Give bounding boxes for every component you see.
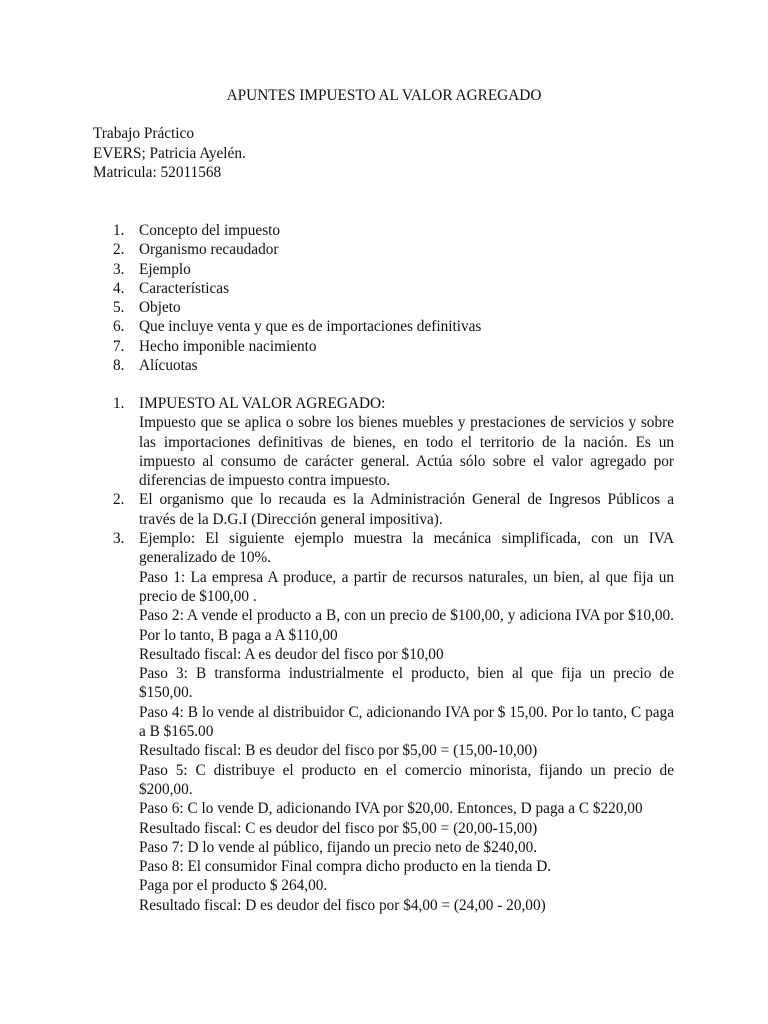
section-number: 1. [113, 395, 125, 412]
example-step: Paga por el producto $ 264,00. [139, 877, 328, 895]
section-number: 3. [113, 530, 125, 548]
toc-item [93, 317, 481, 336]
toc-number: 1. [113, 222, 125, 239]
section-body: El organismo que lo recauda es la Administración General de Ingresos Públicos a través de la D.G.I (Dirección general impositiva). [139, 491, 674, 528]
section-concept [93, 394, 674, 490]
toc-text: Ejemplo [139, 260, 191, 278]
example-step: Paso 6: C lo vende D, adicionando IVA por $20,00. Entonces, D paga a C $220,00 [139, 800, 643, 818]
toc-text: Características [139, 279, 230, 297]
section-number: 2. [113, 491, 125, 509]
section-body: Impuesto que se aplica o sobre los bienes muebles y prestaciones de servicios y sobre las importaciones definitivas de bienes, en todo el territorio de la nación. Es un impuesto al consumo de carácter general. Actúa sólo sobre el valor agregado por diferencias de impuesto contra impuesto. [139, 414, 674, 490]
section-example [93, 529, 674, 915]
table-of-contents [93, 221, 481, 375]
example-step: Paso 8: El consumidor Final compra dicho producto en la tienda D. [139, 858, 552, 876]
example-result: Resultado fiscal: D es deudor del fisco por $4,00 = (24,00 - 20,00) [139, 896, 546, 914]
toc-number: 5. [113, 299, 125, 317]
document-title: APUNTES IMPUESTO AL VALOR AGREGADO [226, 87, 542, 104]
toc-number: 4. [113, 279, 125, 297]
example-result: Resultado fiscal: C es deudor del fisco por $5,00 = (20,00-15,00) [139, 819, 538, 837]
example-result: Resultado fiscal: A es deudor del fisco por $10,00 [139, 645, 444, 663]
example-step: Paso 3: B transforma industrialmente el producto, bien al que fija un precio de $150,00. [139, 665, 674, 702]
toc-text: Objeto [139, 299, 181, 317]
toc-text: Que incluye venta y que es de importaciones definitivas [139, 318, 482, 336]
example-intro: Ejemplo: El siguiente ejemplo muestra la mecánica simplificada, con un IVA generalizado de 10%. [139, 530, 674, 567]
toc-item [93, 240, 481, 259]
toc-text: Hecho imponible nacimiento [139, 337, 317, 355]
toc-number: 8. [113, 357, 125, 375]
content-sections [93, 394, 674, 915]
toc-number: 2. [113, 241, 125, 259]
toc-text: Concepto del impuesto [139, 222, 281, 239]
toc-item [93, 337, 481, 356]
assignment-type: Trabajo Práctico [93, 125, 194, 142]
toc-number: 7. [113, 337, 125, 355]
student-id: Matricula: 52011568 [93, 164, 222, 181]
section-heading: IMPUESTO AL VALOR AGREGADO: [139, 395, 386, 412]
example-result: Resultado fiscal: B es deudor del fisco por $5,00 = (15,00-10,00) [139, 742, 538, 760]
toc-text: Alícuotas [139, 357, 198, 375]
toc-item [93, 221, 481, 240]
toc-item [93, 260, 481, 279]
author-info [93, 124, 246, 183]
toc-item [93, 298, 481, 317]
toc-text: Organismo recaudador [139, 241, 279, 259]
example-step: Paso 2: A vende el producto a B, con un precio de $100,00, y adiciona IVA por $10,00. Por lo tanto, B paga a A $110,00 [139, 607, 674, 644]
toc-item [93, 279, 481, 298]
example-step: Paso 1: La empresa A produce, a partir de recursos naturales, un bien, al que fija un precio de $100,00 . [139, 568, 674, 605]
author-name: EVERS; Patricia Ayelén. [93, 144, 246, 162]
toc-number: 6. [113, 318, 125, 336]
section-organism [93, 490, 674, 529]
toc-number: 3. [113, 260, 125, 278]
example-step: Paso 4: B lo vende al distribuidor C, adicionando IVA por $ 15,00. Por lo tanto, C paga a B $165.00 [139, 703, 674, 741]
example-step: Paso 7: D lo vende al público, fijando un precio neto de $240,00. [139, 838, 538, 856]
toc-item [93, 356, 481, 375]
example-step: Paso 5: C distribuye el producto en el comercio minorista, fijando un precio de $200,00. [139, 761, 674, 798]
